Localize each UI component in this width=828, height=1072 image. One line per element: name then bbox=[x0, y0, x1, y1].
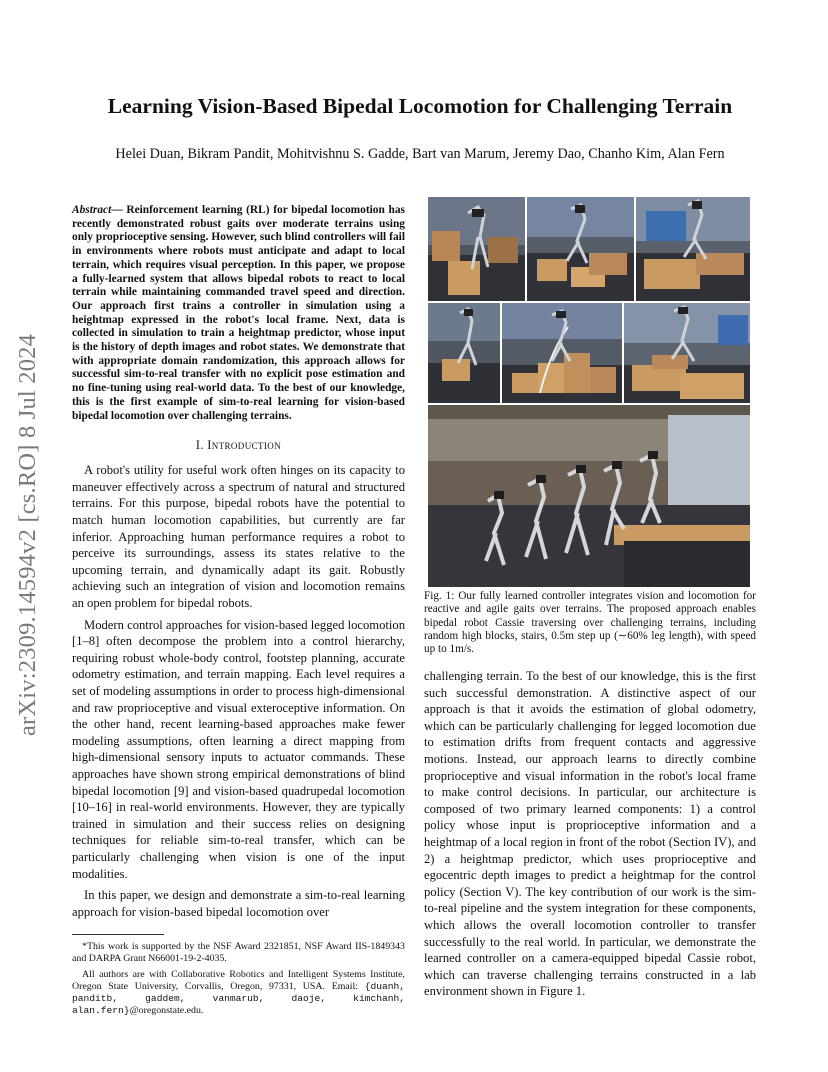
abstract-dash: — bbox=[111, 204, 127, 216]
intro-paragraph-2: Modern control approaches for vision-based legged locomotion [1–8] often decompose the problem into a control hierarchy, requiring robust whole-body control, footstep planning, accurate odometry estimation, and terrain mapping. Each level requires a set of modeling assumptions in order to process high-dimensional and raw proprioceptive and visual exteroceptive information. On the other hand, recent learning-based approaches make fewer modeling assumptions, often learning a direct mapping from high-dimensional sensory inputs to actuator commands. These approaches have shown strong empirical demonstrations of blind bipedal locomotion [9] and vision-based quadrupedal locomotion [10–16] in real-world environments. However, they are typically trained in simulation and their success relies on designing techniques for reliable sim-to-real transfer, which can be particularly challenging when vision is one of the input modalities. bbox=[72, 617, 405, 881]
photo-robot-stairs bbox=[502, 303, 622, 403]
right-column-paragraph: challenging terrain. To the best of our knowledge, this is the first such successful demonstration. A distinctive aspect of our approach is that it avoids the estimation of global odometry, which can be particularly challenging for legged locomotion due to estimation drifts from frequent contacts and aggressive motions. Instead, our approach learns to directly combine proprioceptive and visual information in the robot's local frame to make control decisions. In particular, our architecture is composed of two primary learned components: 1) a control policy whose input is proprioceptive information and a heightmap of a local region in front of the robot (Section IV), and 2) a heightmap predictor, which uses proprioceptive and egocentric depth images to predict a heightmap for the control policy (Section V). The key contribution of our work is the sim-to-real pipeline and the system integration for these components, which allows the overall locomotion controller to transfer successfully to the real world. In particular, we demonstrate the learned controller on a camera-equipped bipedal Cassie robot, which can traverse challenging terrains constructed in a lab environment shown in Figure 1. bbox=[424, 669, 756, 999]
footnote-divider bbox=[72, 934, 164, 935]
author-list: Helei Duan, Bikram Pandit, Mohitvishnu S. Gadde, Bart van Marum, Jeremy Dao, Chanho Kim, Alan Fern bbox=[115, 146, 725, 162]
figure-1 bbox=[428, 197, 750, 587]
right-column bbox=[424, 668, 756, 1005]
intro-paragraph-3: In this paper, we design and demonstrate a sim-to-real learning approach for vision-based bipedal locomotion over bbox=[72, 888, 405, 919]
section-heading-introduction bbox=[72, 438, 405, 453]
footnote-affiliation bbox=[72, 969, 405, 1018]
photo-robot-stepup-sequence bbox=[428, 405, 750, 587]
figure-caption: Fig. 1: Our fully learned controller integrates vision and locomotion for reactive and agile gaits over terrains. The proposed approach enables bipedal robot Cassie traversing over challenging terrains, including random high blocks, stairs, 0.5m step up (∼60% leg length), with speed up to 1m/s. bbox=[424, 590, 756, 656]
abstract-label: Abstract bbox=[72, 204, 112, 216]
section-title: Introduction bbox=[207, 438, 282, 453]
photo-robot-single-block bbox=[428, 303, 500, 403]
photo-robot-stepping-blocks bbox=[527, 197, 634, 301]
paper-title: Learning Vision-Based Bipedal Locomotion for Challenging Terrain bbox=[107, 94, 733, 118]
photo-robot-step-up bbox=[624, 303, 750, 403]
author-emails: {duanh, panditb, gaddem, vanmarub, daoje, kimchanh, alan.fern} bbox=[72, 980, 405, 1017]
email-domain: @oregonstate.edu. bbox=[129, 1005, 204, 1017]
abstract bbox=[72, 204, 405, 423]
abstract-text: Reinforcement learning (RL) for bipedal locomotion has recently demonstrated robust gaits over moderate terrains using only proprioceptive sensing. However, such blind controllers will fail in environments where robots must anticipate and adapt to local terrain, which requires visual perception. In this paper, we propose a fully-learned system that allows bipedal robots to react to local terrain while maintaining commanded travel speed and direction. Our approach first trains a controller in simulation using a heightmap expressed in the robot's local frame. Next, data is collected in simulation to train a heightmap predictor, whose input is the history of depth images and robot states. We demonstrate that with appropriate domain randomization, this approach allows for successful sim-to-real transfer with no explicit pose estimation and no fine-tuning using real-world data. To the best of our knowledge, this is the first example of sim-to-real learning for vision-based bipedal locomotion over challenging terrains. bbox=[72, 204, 405, 422]
left-column bbox=[72, 204, 405, 1021]
section-number: I. bbox=[195, 438, 208, 453]
footnote-funding: *This work is supported by the NSF Award 2321851, NSF Award IIS-1849343 and DARPA Grant N66001-19-2-4035. bbox=[72, 941, 405, 965]
photo-robot-long-blocks bbox=[636, 197, 750, 301]
intro-paragraph-1: A robot's utility for useful work often hinges on its capacity to maneuver effectively across a spectrum of natural and structured terrains. For this purpose, bipedal robots have the potential to match human locomotion capabilities, but currently are far inferior. Approaching human performance requires a robot to perceive its surroundings, assess its states relative to the upcoming terrain, and dynamically adapt its gait. Robustly achieving such an integration of vision and locomotion remains an open problem for bipedal robots. bbox=[72, 463, 405, 610]
affiliation-text: All authors are with Collaborative Robotics and Intelligent Systems Institute, Oregon State University, Corvallis, Oregon, 97331, USA. Email: bbox=[72, 968, 405, 992]
arxiv-identifier bbox=[8, 300, 48, 770]
photo-robot-high-blocks bbox=[428, 197, 525, 301]
arxiv-identifier-text: arXiv:2309.14594v2 [cs.RO] 8 Jul 2024 bbox=[14, 333, 41, 737]
